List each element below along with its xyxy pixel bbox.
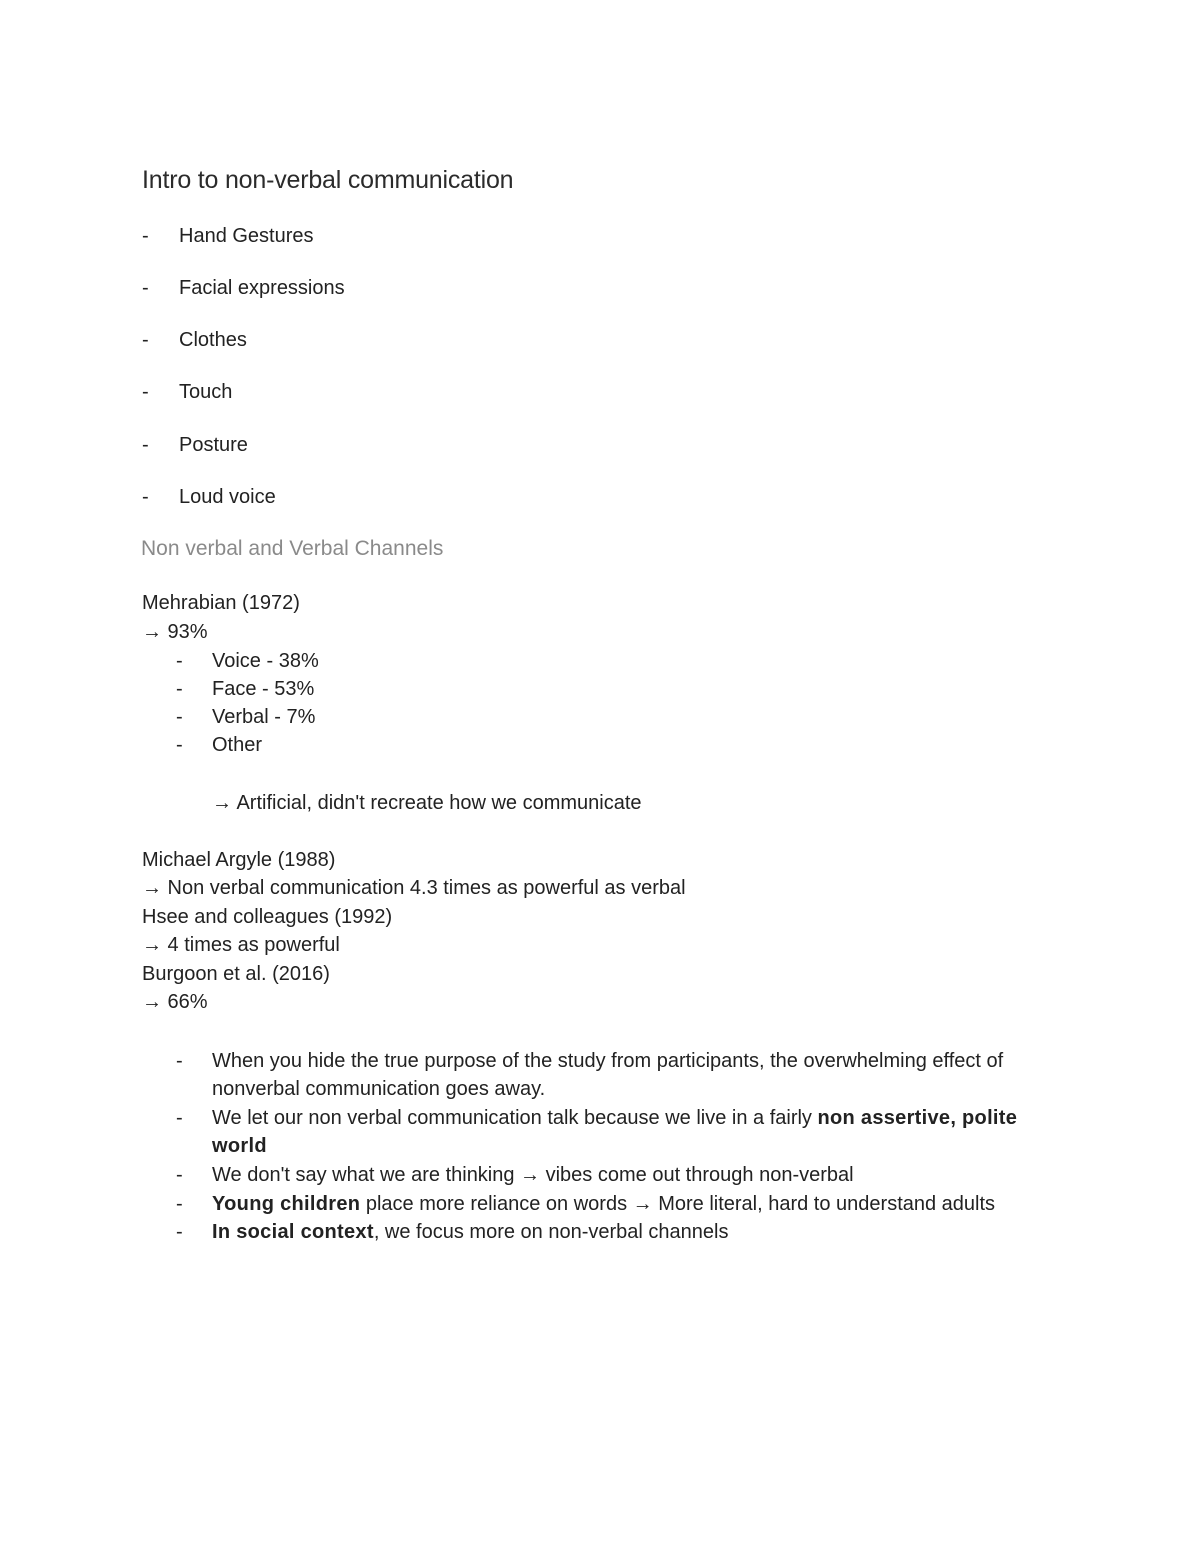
study-citation: Hsee and colleagues (1992) (142, 906, 393, 928)
study-result: → 4 times as powerful (142, 934, 340, 956)
bullet-dash: - (176, 706, 183, 728)
list-item-text: Hand Gestures (179, 225, 314, 247)
bullet-dash: - (142, 486, 149, 508)
study-result: → 66% (142, 991, 208, 1013)
list-item-text (212, 1218, 1062, 1246)
list-item-text: Clothes (179, 329, 247, 351)
list-item-text (212, 1161, 1062, 1189)
study-result: → 93% (142, 621, 208, 643)
bullet-dash: - (142, 277, 149, 299)
study-citation: Michael Argyle (1988) (142, 849, 336, 871)
list-item-text (212, 1190, 1062, 1218)
point-text: place more reliance on words → More literal, hard to understand adults (360, 1193, 996, 1215)
point-emphasis: In social context (212, 1221, 374, 1243)
study-result: → Non verbal communication 4.3 times as powerful as verbal (142, 877, 686, 899)
list-item-text: Touch (179, 381, 233, 403)
list-item-text: Verbal - 7% (212, 706, 316, 728)
list-item-text: Posture (179, 434, 248, 456)
bullet-dash: - (176, 1193, 183, 1215)
list-item-text (212, 1104, 1062, 1161)
bullet-dash: - (176, 734, 183, 756)
point-emphasis: non assertive, polite world (212, 1107, 1018, 1158)
mehrabian-note: → Artificial, didn't recreate how we communicate (212, 792, 642, 814)
section-heading: Non verbal and Verbal Channels (141, 537, 444, 560)
bullet-dash: - (176, 1050, 183, 1072)
list-item-text: Voice - 38% (212, 650, 319, 672)
bullet-dash: - (142, 434, 149, 456)
bullet-dash: - (176, 1221, 183, 1243)
point-text: , we focus more on non-verbal channels (373, 1221, 729, 1243)
bullet-dash: - (176, 1107, 183, 1129)
page-title: Intro to non-verbal communication (142, 166, 514, 194)
study-citation: Mehrabian (1972) (142, 592, 300, 614)
bullet-dash: - (176, 678, 183, 700)
list-item-text (212, 1047, 1062, 1104)
bullet-dash: - (142, 381, 149, 403)
list-item-text: Other (212, 734, 263, 756)
list-item-text: Face - 53% (212, 678, 315, 700)
point-text: We let our non verbal communication talk because we live in a fairly (212, 1107, 818, 1129)
bullet-dash: - (142, 329, 149, 351)
bullet-dash: - (176, 650, 183, 672)
list-item-text: Loud voice (179, 486, 276, 508)
list-item-text: Facial expressions (179, 277, 345, 299)
bullet-dash: - (176, 1164, 183, 1186)
bullet-dash: - (142, 225, 149, 247)
point-text: When you hide the true purpose of the study from participants, the overwhelming effect of nonverbal communication goes away. (212, 1050, 1004, 1101)
study-citation: Burgoon et al. (2016) (142, 963, 330, 985)
point-emphasis: Young children (212, 1193, 361, 1215)
point-text: We don't say what we are thinking → vibes come out through non-verbal (212, 1164, 854, 1186)
